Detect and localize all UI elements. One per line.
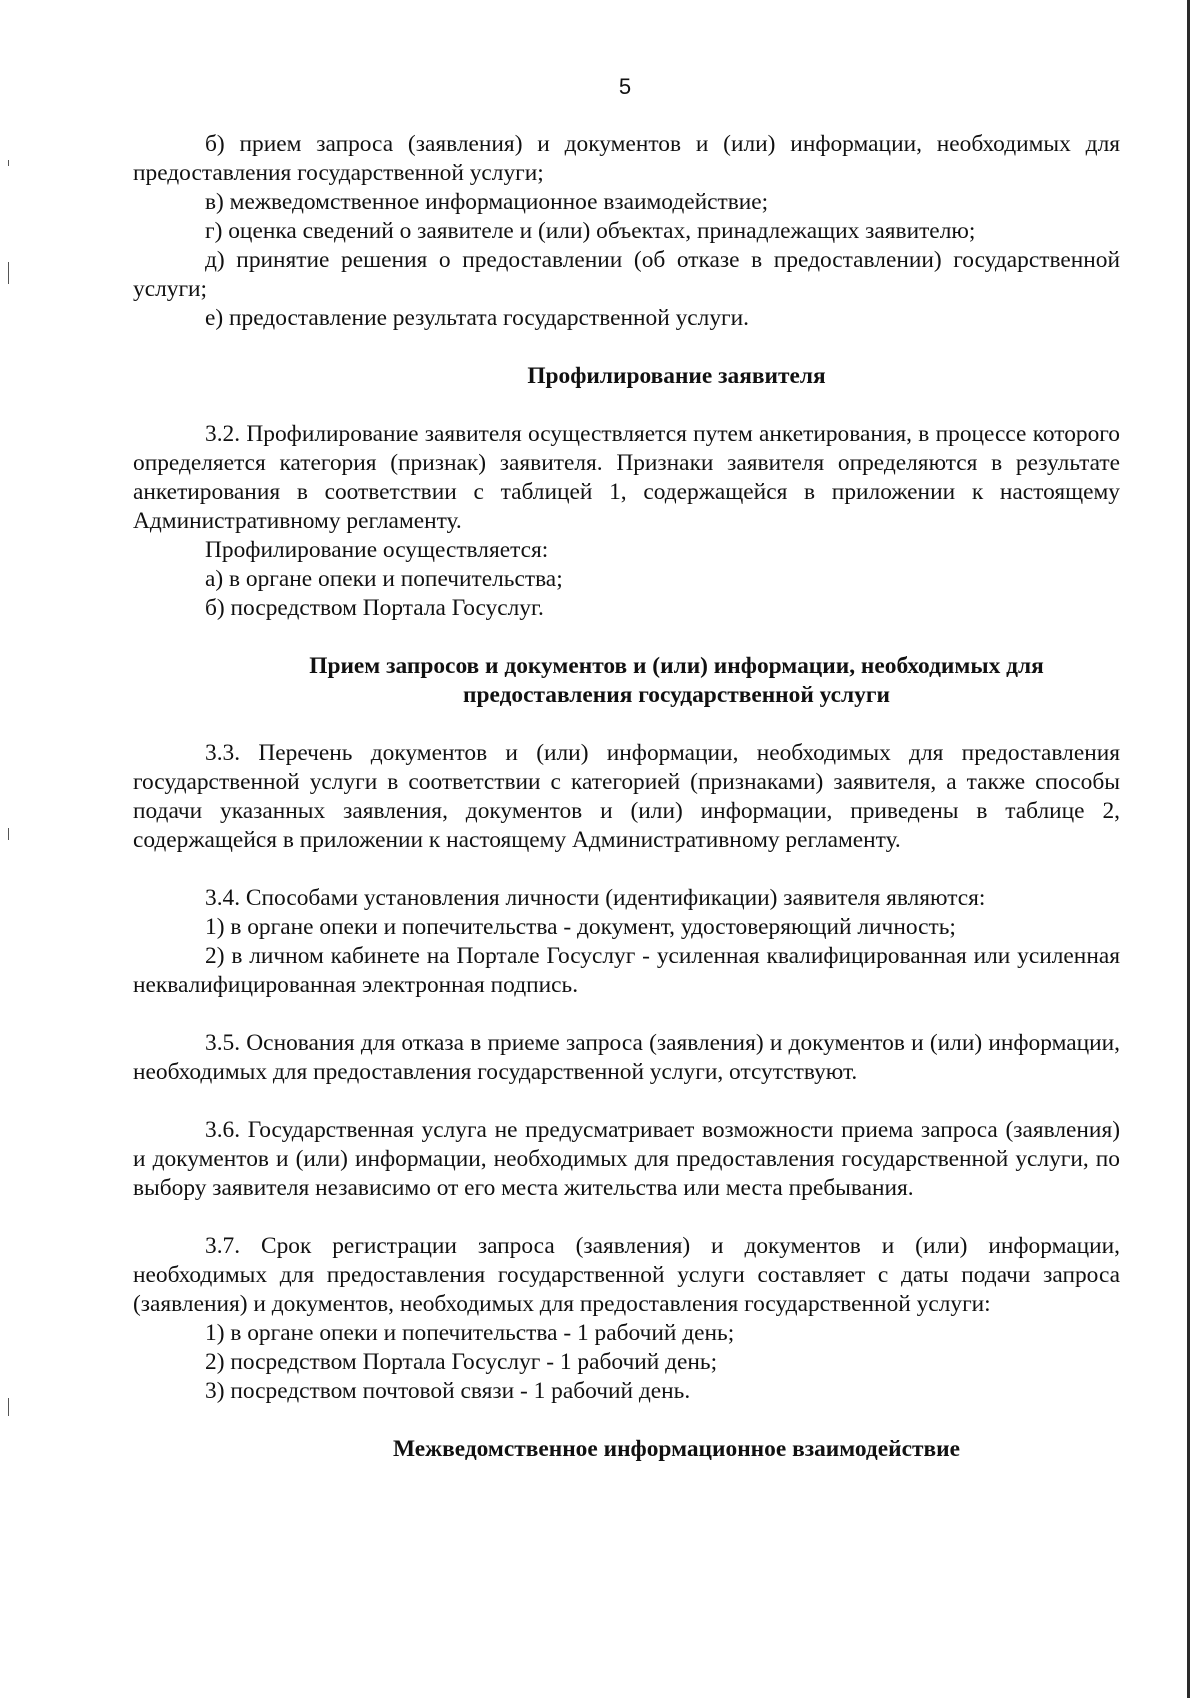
section-heading: Профилирование заявителя <box>527 363 826 389</box>
paragraph: г) оценка сведений о заявителе и (или) объектах, принадлежащих заявителю; <box>205 218 976 244</box>
section-heading: Межведомственное информационное взаимодействие <box>393 1436 960 1462</box>
paragraph-gap <box>133 1406 1120 1435</box>
section-heading: Прием запросов и документов и (или) информации, необходимых для предоставления государственной услуги <box>309 653 1044 708</box>
paragraph-gap <box>133 391 1120 420</box>
page-number: 5 <box>618 74 632 99</box>
paragraph: 3) посредством почтовой связи - 1 рабочий день. <box>205 1378 691 1404</box>
paragraph: 3.4. Способами установления личности (идентификации) заявителя являются: <box>205 885 986 911</box>
paragraph-gap <box>133 1000 1120 1029</box>
paragraph: 3.2. Профилирование заявителя осуществляется путем анкетирования, в процессе которого определяется категория (признак) заявителя. Признаки заявителя определяются в результате анкетирования в соответствии с таблицей 1, содержащейся в приложении к настоящему Административному регламенту. <box>133 421 1120 534</box>
paragraph-gap <box>133 855 1120 884</box>
paragraph: 1) в органе опеки и попечительства - 1 рабочий день; <box>205 1320 735 1346</box>
paragraph: 2) в личном кабинете на Портале Госуслуг - усиленная квалифицированная или усиленная неквалифицированная электронная подпись. <box>133 943 1120 998</box>
paragraph-gap <box>133 333 1120 362</box>
paragraph: 3.6. Государственная услуга не предусматривает возможности приема запроса (заявления) и документов и (или) информации, необходимых для предоставления государственной услуги, по выбору заявителя независимо от его места жительства или места пребывания. <box>133 1117 1120 1201</box>
paragraph: в) межведомственное информационное взаимодействие; <box>205 189 769 215</box>
paragraph: 3.3. Перечень документов и (или) информации, необходимых для предоставления государственной услуги в соответствии с категорией (признаками) заявителя, а также способы подачи указанных заявления, документов и (или) информации, приведены в таблице 2, содержащейся в приложении к настоящему Административному регламенту. <box>133 740 1120 853</box>
paragraph: а) в органе опеки и попечительства; <box>205 566 563 592</box>
paragraph: д) принятие решения о предоставлении (об отказе в предоставлении) государственной услуги; <box>133 247 1120 302</box>
paragraph-gap <box>133 1087 1120 1116</box>
paragraph: 2) посредством Портала Госуслуг - 1 рабочий день; <box>205 1349 718 1375</box>
paragraph: б) посредством Портала Госуслуг. <box>205 595 544 621</box>
paragraph-gap <box>133 623 1120 652</box>
paragraph-gap <box>133 710 1120 739</box>
margin-mark <box>8 262 9 284</box>
paragraph: 3.7. Срок регистрации запроса (заявления) и документов и (или) информации, необходимых для предоставления государственной услуги составляет с даты подачи запроса (заявления) и документов, необходимых для предоставления государственной услуги: <box>133 1233 1120 1317</box>
paragraph: е) предоставление результата государственной услуги. <box>205 305 750 331</box>
paragraph: Профилирование осуществляется: <box>205 537 549 563</box>
paragraph: 1) в органе опеки и попечительства - документ, удостоверяющий личность; <box>205 914 956 940</box>
paragraph-gap <box>133 1203 1120 1232</box>
scan-edge-line <box>1187 0 1190 1698</box>
paragraph: б) прием запроса (заявления) и документов и (или) информации, необходимых для предоставления государственной услуги; <box>133 131 1120 186</box>
paragraph: 3.5. Основания для отказа в приеме запроса (заявления) и документов и (или) информации, необходимых для предоставления государственной услуги, отсутствуют. <box>133 1030 1120 1085</box>
document-body <box>133 130 1120 1464</box>
margin-mark <box>8 160 9 166</box>
margin-mark <box>8 1398 9 1416</box>
margin-mark <box>8 828 9 840</box>
